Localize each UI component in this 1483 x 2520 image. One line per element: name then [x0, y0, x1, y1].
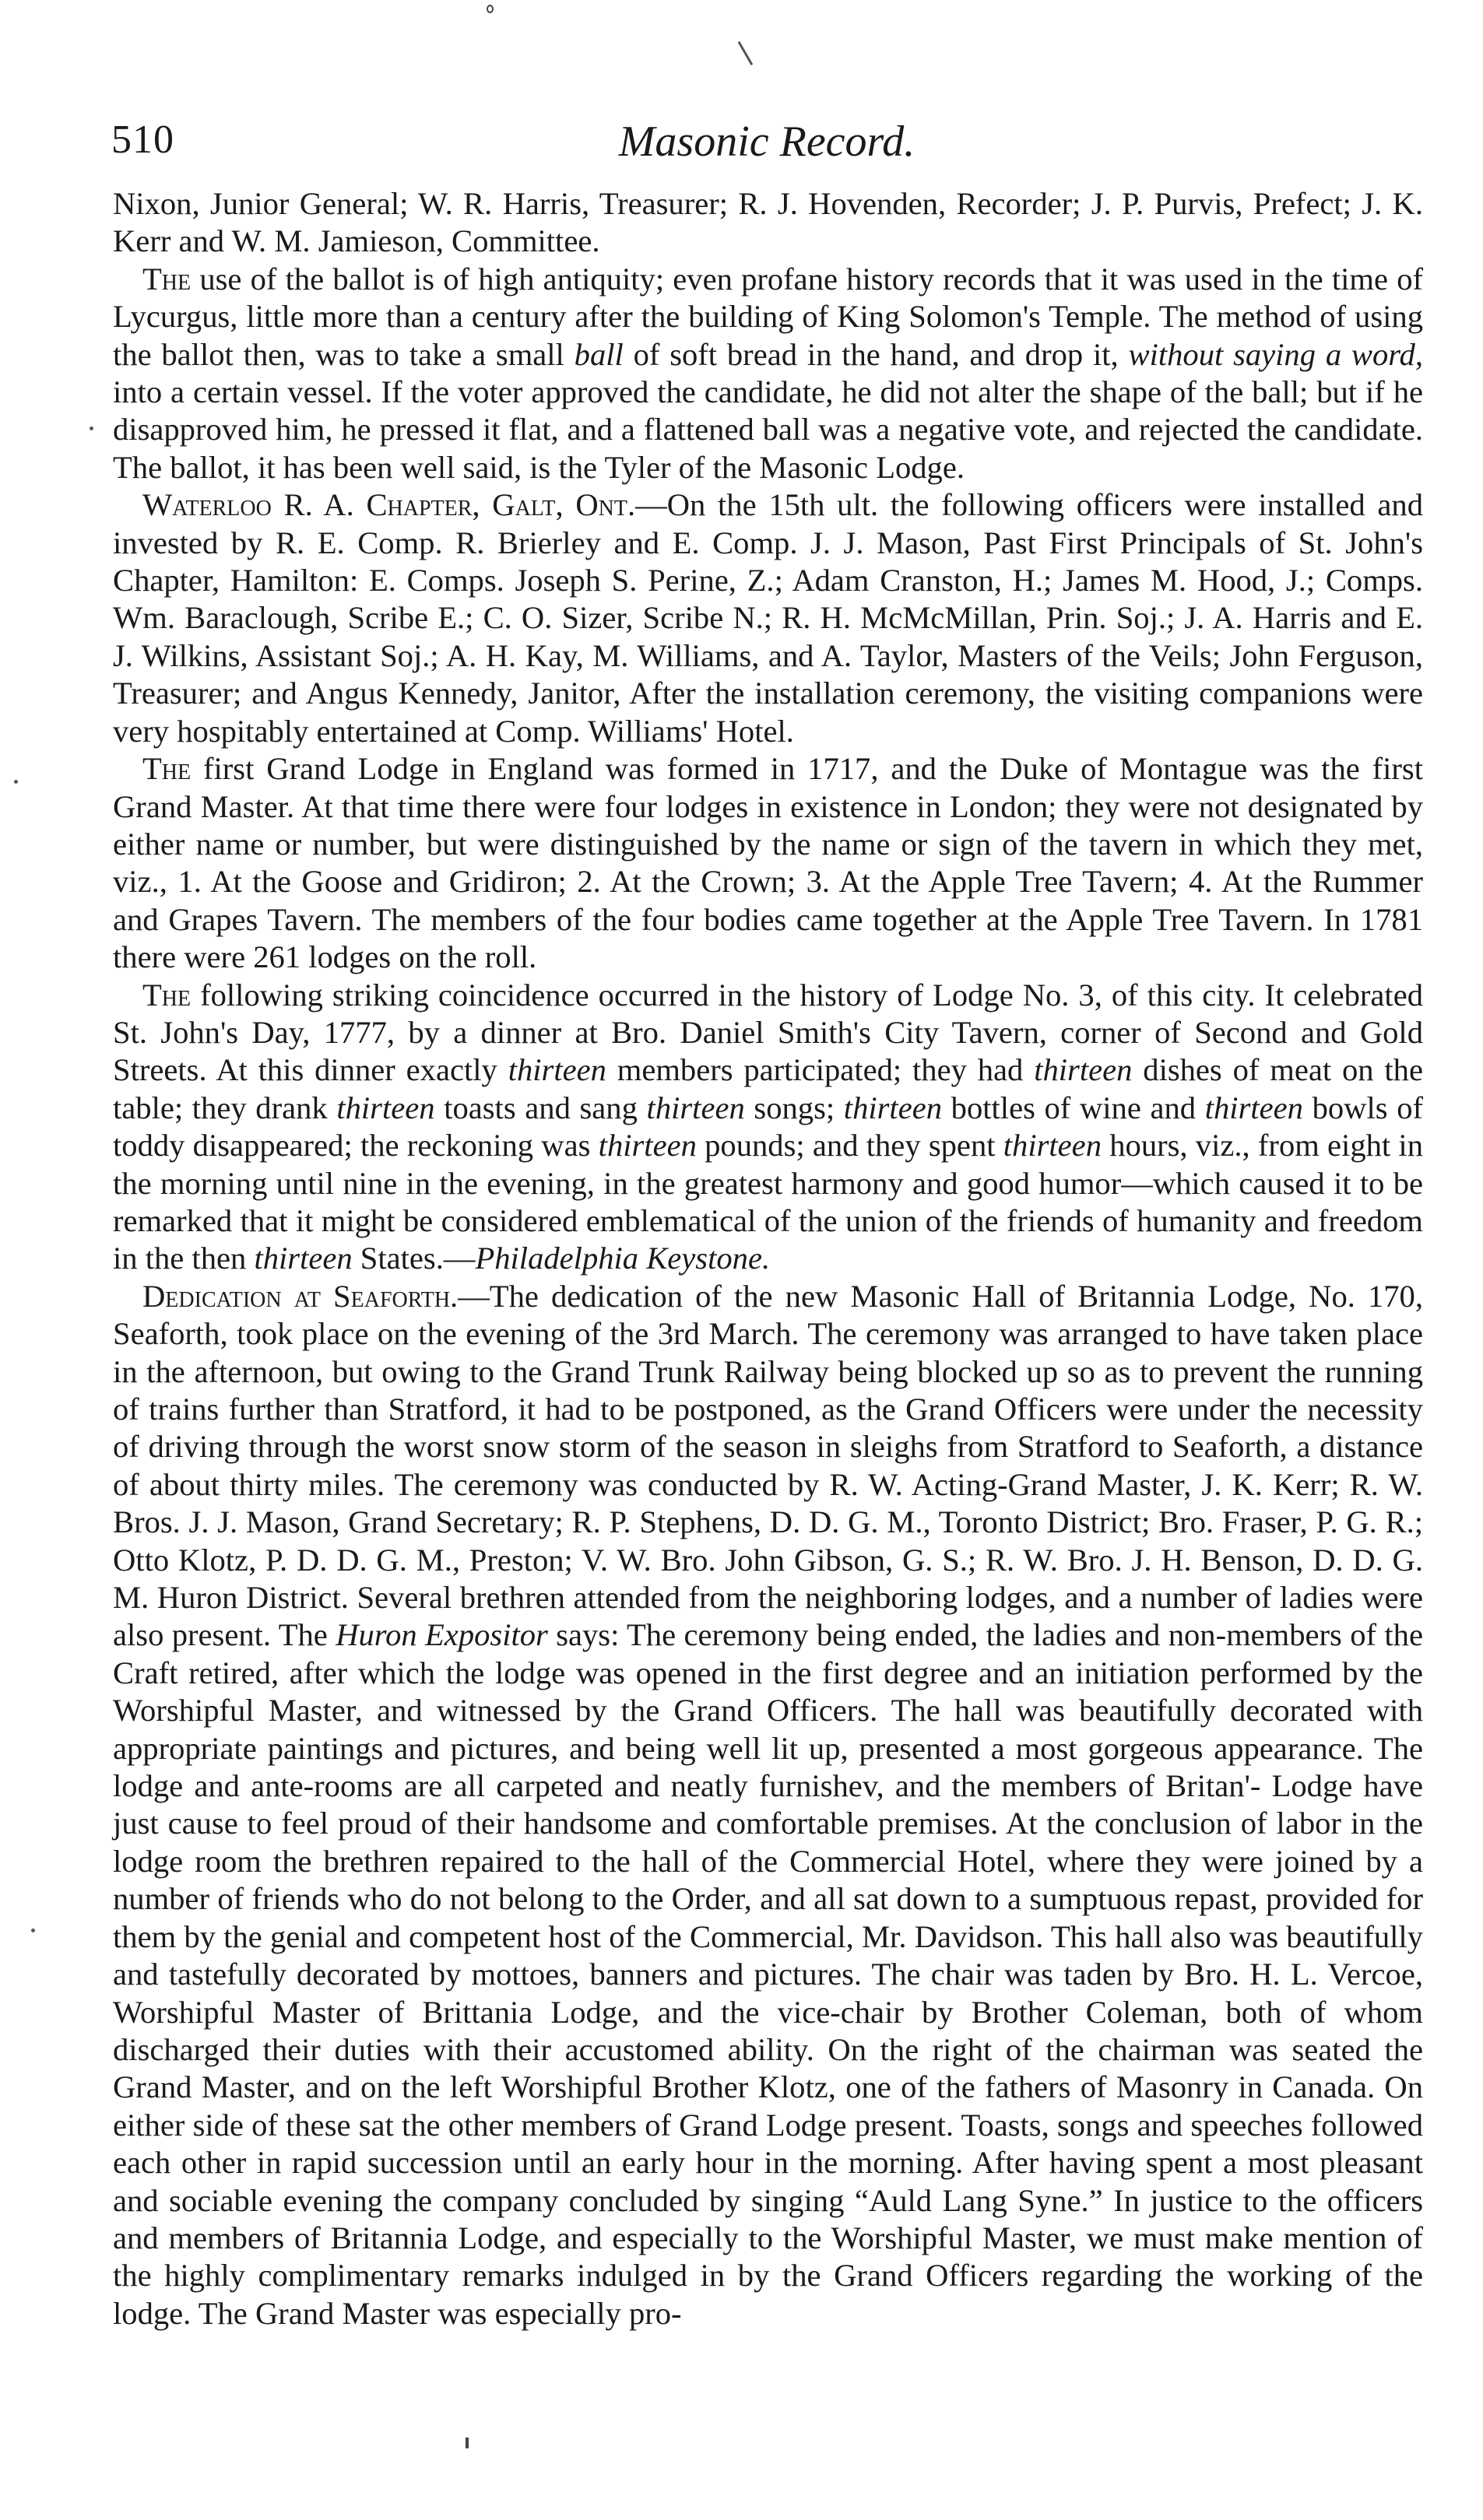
paragraph-text: songs;: [744, 1090, 844, 1125]
paragraph-text: bowls of toddy disappeared; the reckoning was: [113, 1090, 1423, 1163]
margin-mark: [31, 1929, 35, 1932]
paragraph-ballot: [113, 261, 1423, 486]
section-heading: Dedication at Seaforth.: [142, 1278, 459, 1314]
italic-term: ball: [574, 336, 624, 372]
page-header: [105, 117, 1429, 171]
italic-term: thirteen: [646, 1090, 745, 1125]
paragraph-text: Nixon, Junior General; W. R. Harris, Treasurer; R. J. Hovenden, Recorder; J. P. Purvis, Prefect; J. K. Kerr and W. M. Jamieson, Committee.: [113, 186, 1423, 259]
paragraph-text: following striking coincidence occurred in the history of Lodge No. 3, of this city. It celebrated St. John's Day, 1777, by a dinner at Bro. Daniel Smith's City Tavern, corner of Second and Gold Streets. At this dinner exactly: [113, 977, 1423, 1088]
paragraph-text: —The dedication of the new Masonic Hall of Britannia Lodge, No. 170, Seaforth, took place on the evening of the 3rd March. The ceremony was arranged to have taken place in the afternoon, but owing to the Grand Trunk Railway being blocked up so as to prevent the running of trains further than Stratford, it had to be postponed, as the Grand Officers were under the necessity of driving through the worst snow storm of the season in sleighs from Stratford to Seaforth, a distance of about thirty miles. The ceremony was conducted by R. W. Acting-Grand Master, J. K. Kerr; R. W. Bros. J. J. Mason, Grand Secretary; R. P. Stephens, D. D. G. M., Toronto District; Bro. Fraser, P. G. R.; Otto Klotz, P. D. D. G. M., Preston; V. W. Bro. John Gibson, G. S.; R. W. Bro. J. H. Benson, D. D. G. M. Huron District. Several brethren attended from the neighboring lodges, and a number of ladies were also present. The: [113, 1278, 1423, 1653]
paragraph-text: , into a certain vessel. If the voter approved the candidate, he did not alter the shape of the ball; but if he disapproved him, he pressed it flat, and a flattened ball was a negative vote, and rejected the candidate. The ballot, it has been well said, is the Tyler of the Masonic Lodge.: [113, 336, 1424, 485]
italic-term: thirteen: [508, 1052, 606, 1088]
page-number: 510: [111, 118, 174, 162]
italic-term: thirteen: [1034, 1052, 1133, 1088]
paragraph-dedication-seaforth: [113, 1278, 1423, 2332]
paragraph-text: dishes of meat on the table; they drank: [113, 1052, 1423, 1125]
newspaper-title: Huron Expositor: [336, 1617, 548, 1653]
paragraph-text: hours, viz., from eight in the morning until nine in the evening, in the greatest harmony and good humor—which caused it to be remarked that it might be considered emblematical of the union of the friends of humanity and freedom in the then: [113, 1128, 1423, 1276]
source-citation: Philadelphia Keystone.: [475, 1241, 771, 1276]
italic-term: thirteen: [843, 1090, 943, 1125]
paragraph-text: pounds; and they spent: [696, 1128, 1003, 1163]
lead-word: The: [142, 751, 192, 787]
running-title: Masonic Record.: [618, 118, 915, 166]
section-heading: Waterloo R. A. Chapter, Galt, Ont.: [142, 487, 636, 523]
print-speck: [487, 5, 494, 13]
italic-term: thirteen: [254, 1241, 353, 1276]
italic-term: thirteen: [336, 1090, 435, 1125]
print-speck: [738, 36, 763, 65]
italic-term: without saying a word: [1128, 336, 1415, 372]
margin-mark: [14, 780, 18, 784]
paragraph-text: first Grand Lodge in England was formed in 1717, and the Duke of Montague was the first Grand Master. At that time there were four lodges in existence in London; they were not designated by either name or number, but were distinguished by the name or sign of the tavern in which they met, viz., 1. At the Goose and Gridiron; 2. At the Crown; 3. At the Apple Tree Tavern; 4. At the Rummer and Grapes Tavern. The members of the four bodies came together at the Apple Tree Tavern. In 1781 there were 261 lodges on the roll.: [113, 751, 1423, 975]
italic-term: thirteen: [598, 1128, 697, 1163]
margin-mark: [90, 426, 93, 430]
italic-term: thirteen: [1003, 1128, 1102, 1163]
paragraph-text: members participated; they had: [606, 1052, 1035, 1088]
body-text: [113, 185, 1423, 2332]
paragraph-text: States.—: [352, 1241, 476, 1276]
paragraph-text: bottles of wine and: [942, 1090, 1205, 1125]
paragraph-continued: [113, 185, 1423, 261]
paragraph-text: use of the ballot is of high antiquity; even profane history records that it was used in the time of Lycurgus, little more than a century after the building of King Solomon's Temple. The method of using the ballot then, was to take a small: [113, 261, 1423, 372]
paragraph-grand-lodge: [113, 750, 1423, 976]
paragraph-text: of soft bread in the hand, and drop it,: [623, 336, 1129, 372]
paragraph-coincidence: [113, 977, 1423, 1278]
italic-term: thirteen: [1204, 1090, 1303, 1125]
lead-word: The: [142, 261, 192, 297]
lead-word: The: [142, 977, 192, 1013]
paragraph-waterloo-chapter: [113, 486, 1423, 750]
paragraph-text: —On the 15th ult. the following officers were installed and invested by R. E. Comp. R. Brierley and E. Comp. J. J. Mason, Past First Principals of St. John's Chapter, Hamilton: E. Comps. Joseph S. Perine, Z.; Adam Cranston, H.; James M. Hood, J.; Comps. Wm. Baraclough, Scribe E.; C. O. Sizer, Scribe N.; R. H. McMcMillan, Prin. Soj.; J. A. Harris and E. J. Wilkins, Assistant Soj.; A. H. Kay, M. Williams, and A. Taylor, Masters of the Veils; John Ferguson, Treasurer; and Angus Kennedy, Janitor, After the installation ceremony, the visiting companions were very hospitably entertained at Comp. Williams' Hotel.: [113, 487, 1424, 749]
paragraph-text: says: The ceremony being ended, the ladies and non-members of the Craft retired, after which the lodge was opened in the first degree and an initiation performed by the Worshipful Master, and witnessed by the Grand Officers. The hall was beautifully decorated with appropriate paintings and pictures, and being well lit up, presented a most gorgeous appearance. The lodge and ante-rooms are all carpeted and neatly furnishev, and the members of Britan'- Lodge have just cause to feel proud of their handsome and comfortable premises. At the conclusion of labor in the lodge room the brethren repaired to the hall of the Commercial Hotel, where they were joined by a number of friends who do not belong to the Order, and all sat down to a sumptuous repast, provided for them by the genial and competent host of the Commercial, Mr. Davidson. This hall also was beautifully and tastefully decorated by mottoes, banners and pictures. The chair was taden by Bro. H. L. Vercoe, Worshipful Master of Brittania Lodge, and the vice-chair by Brother Coleman, both of whom discharged their duties with their accustomed ability. On the right of the chairman was seated the Grand Master, and on the left Worshipful Brother Klotz, one of the fathers of Masonry in Canada. On either side of these sat the other members of Grand Lodge present. Toasts, songs and speeches followed each other in rapid succession until an early hour in the morning. After having spent a most pleasant and sociable evening the company concluded by singing “Auld Lang Syne.” In justice to the officers and members of Britannia Lodge, and especially to the Worshipful Master, we must make mention of the highly complimentary remarks indulged in by the Grand Officers regarding the working of the lodge. The Grand Master was especially pro-: [113, 1617, 1423, 2331]
paragraph-text: toasts and sang: [434, 1090, 647, 1125]
print-speck: [466, 2438, 469, 2448]
